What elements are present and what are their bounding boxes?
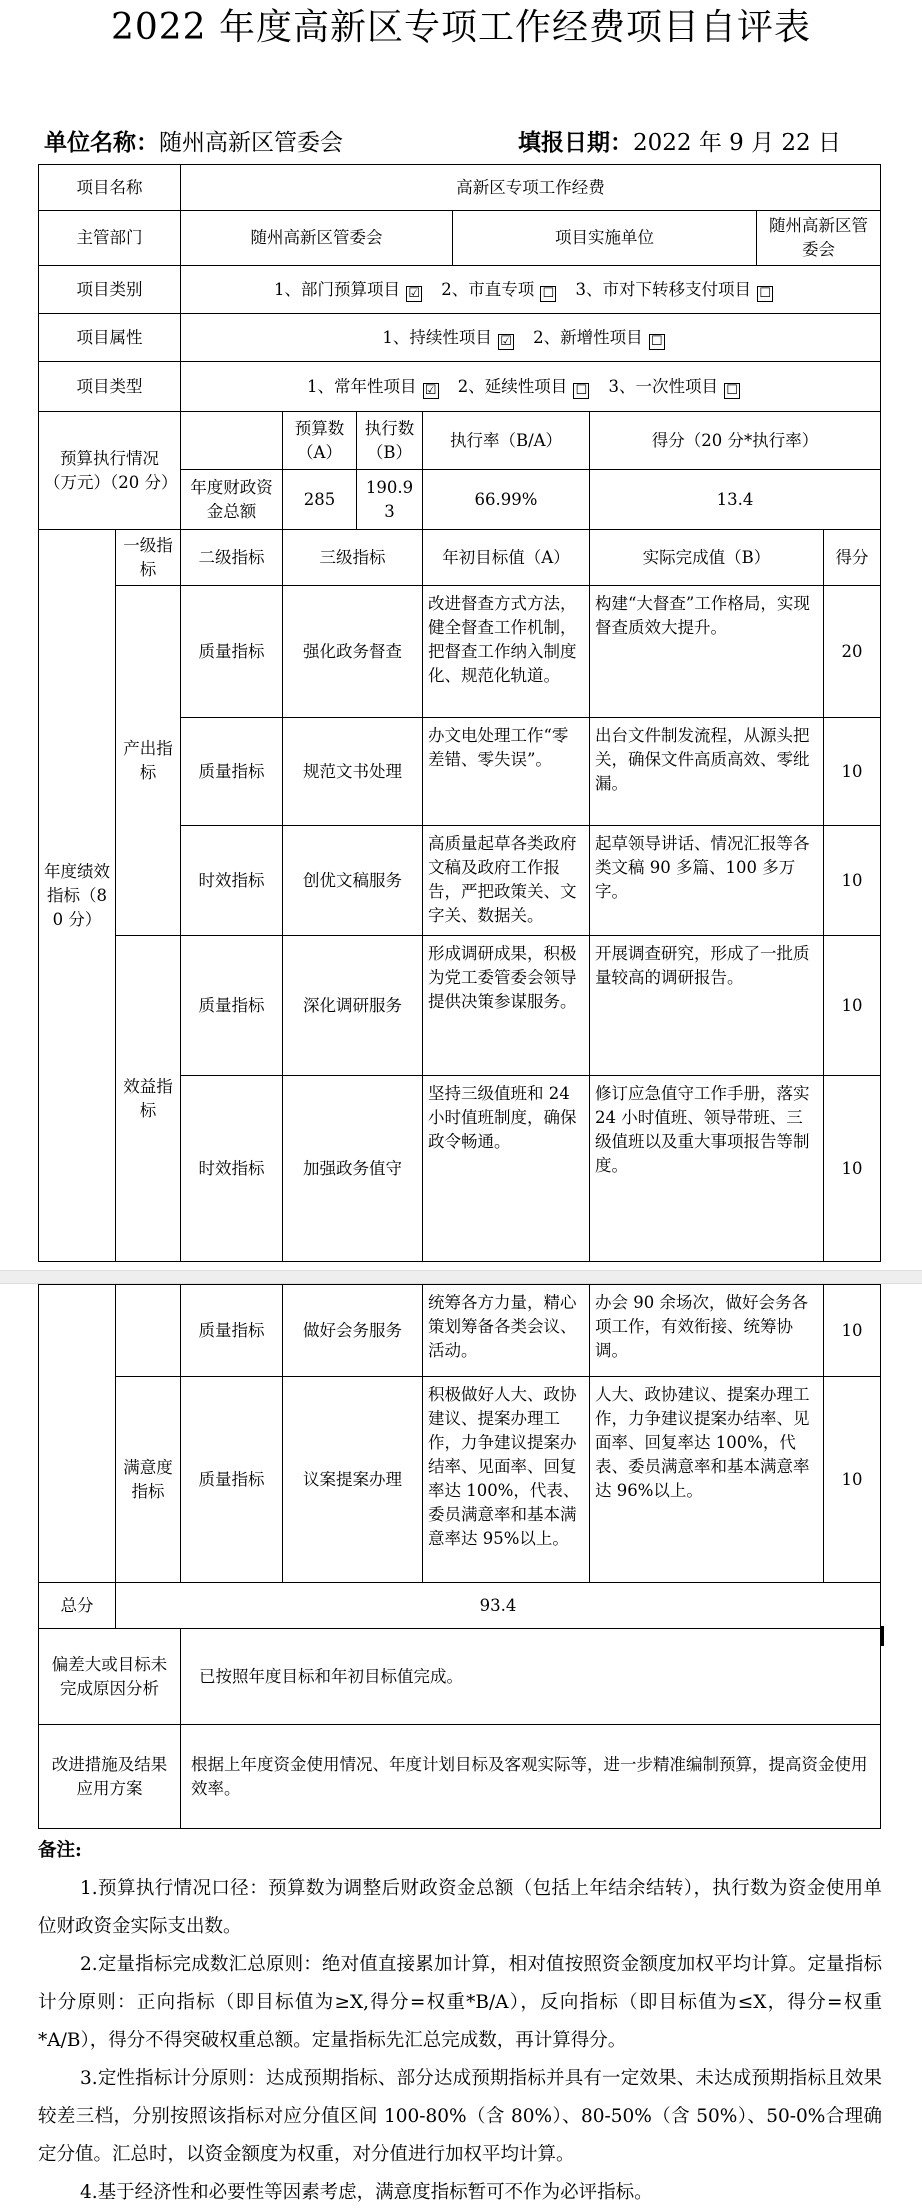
date-value: 2022 年 9 月 22 日 bbox=[633, 130, 841, 156]
row3-level3: 深化调研服务 bbox=[283, 936, 423, 1076]
row4-actual: 修订应急值守工作手册，落实 24 小时值班、领导带班、三级值班以及重大事项报告等制度。 bbox=[590, 1076, 824, 1262]
category-opt2: 2、市直专项 bbox=[441, 279, 535, 299]
ptype-opt2: 2、延续性项目 bbox=[457, 376, 568, 396]
notes-section bbox=[38, 1832, 882, 2212]
perf-section-label: 年度绩效指标（80 分） bbox=[39, 530, 116, 1262]
checkbox-icon[interactable]: ☐ bbox=[757, 286, 773, 302]
row2-score: 10 bbox=[824, 826, 881, 936]
row6-level3: 议案提案办理 bbox=[283, 1377, 423, 1583]
row3-target: 形成调研成果，积极为党工委管委会领导提供决策参谋服务。 bbox=[423, 936, 590, 1076]
attribute-options bbox=[181, 314, 881, 362]
row0-level3: 强化政务督查 bbox=[283, 586, 423, 718]
budget-col-rate: 执行率（B/A） bbox=[423, 412, 590, 470]
text-cursor bbox=[881, 1626, 884, 1646]
row2-level3: 创优文稿服务 bbox=[283, 826, 423, 936]
perf-h-level3: 三级指标 bbox=[283, 530, 423, 586]
perf-h-score: 得分 bbox=[824, 530, 881, 586]
ptype-opt3: 3、一次性项目 bbox=[608, 376, 719, 396]
row1-score: 10 bbox=[824, 718, 881, 826]
improve-value: 根据上年度资金使用情况、年度计划目标及客观实际等，进一步精准编制预算，提高资金使用效率。 bbox=[181, 1725, 881, 1829]
perf-section-cont bbox=[39, 1285, 116, 1583]
row3-score: 10 bbox=[824, 936, 881, 1076]
page-title: 2022 年度高新区专项工作经费项目自评表 bbox=[110, 7, 812, 48]
checkbox-icon[interactable]: ☐ bbox=[540, 286, 556, 302]
budget-empty-header bbox=[181, 412, 283, 470]
dept-label: 主管部门 bbox=[39, 211, 181, 266]
evaluation-table-part1 bbox=[38, 164, 881, 1262]
row5-target: 统筹各方力量，精心策划筹备各类会议、活动。 bbox=[423, 1285, 590, 1377]
budget-section-label: 预算执行情况（万元）（20 分） bbox=[39, 412, 181, 530]
row4-level2: 时效指标 bbox=[181, 1076, 283, 1262]
checkbox-icon[interactable]: ☐ bbox=[649, 334, 665, 350]
budget-score-value: 13.4 bbox=[590, 470, 881, 530]
deviation-value: 已按照年度目标和年初目标值完成。 bbox=[181, 1629, 881, 1725]
unit-info bbox=[44, 128, 343, 158]
rate-value: 66.99% bbox=[423, 470, 590, 530]
group-benefit-cont bbox=[116, 1285, 181, 1377]
budget-col-a: 预算数（A） bbox=[283, 412, 357, 470]
impl-unit-label: 项目实施单位 bbox=[453, 211, 757, 266]
ptype-options bbox=[181, 362, 881, 412]
total-label: 总分 bbox=[39, 1583, 116, 1629]
page-break-divider bbox=[0, 1270, 922, 1284]
budget-col-b: 执行数（B） bbox=[357, 412, 423, 470]
project-name-label: 项目名称 bbox=[39, 165, 181, 211]
row5-level3: 做好会务服务 bbox=[283, 1285, 423, 1377]
perf-h-actual: 实际完成值（B） bbox=[590, 530, 824, 586]
group-satisfaction: 满意度指标 bbox=[116, 1377, 181, 1583]
row0-target: 改进督查方式方法，健全督查工作机制，把督查工作纳入制度化、规范化轨道。 bbox=[423, 586, 590, 718]
ptype-label: 项目类型 bbox=[39, 362, 181, 412]
note-item: 1.预算执行情况口径：预算数为调整后财政资金总额（包括上年结余结转），执行数为资金使用单位财政资金实际支出数。 bbox=[38, 1878, 882, 1937]
row6-target: 积极做好人大、政协建议、提案办理工作，力争建议提案办结率、见面率、回复率达 100%，代表、委员满意率和基本满意率达 95%以上。 bbox=[423, 1377, 590, 1583]
perf-h-target: 年初目标值（A） bbox=[423, 530, 590, 586]
row3-level2: 质量指标 bbox=[181, 936, 283, 1076]
ptype-opt1: 1、常年性项目 bbox=[307, 376, 417, 396]
project-name-value: 高新区专项工作经费 bbox=[181, 165, 881, 211]
row1-level3: 规范文书处理 bbox=[283, 718, 423, 826]
row1-level2: 质量指标 bbox=[181, 718, 283, 826]
deviation-label: 偏差大或目标未完成原因分析 bbox=[39, 1629, 181, 1725]
row6-level2: 质量指标 bbox=[181, 1377, 283, 1583]
row5-score: 10 bbox=[824, 1285, 881, 1377]
category-opt1: 1、部门预算项目 bbox=[274, 279, 401, 299]
checkbox-checked-icon[interactable]: ☑ bbox=[406, 286, 422, 302]
row0-level2: 质量指标 bbox=[181, 586, 283, 718]
category-label: 项目类别 bbox=[39, 266, 181, 314]
row0-score: 20 bbox=[824, 586, 881, 718]
perf-h-level1: 一级指标 bbox=[116, 530, 181, 586]
note-item: 4.基于经济性和必要性等因素考虑，满意度指标暂可不作为必评指标。 bbox=[80, 2182, 653, 2203]
row4-target: 坚持三级值班和 24 小时值班制度，确保政令畅通。 bbox=[423, 1076, 590, 1262]
row2-level2: 时效指标 bbox=[181, 826, 283, 936]
row2-target: 高质量起草各类政府文稿及政府工作报告，严把政策关、文字关、数据关。 bbox=[423, 826, 590, 936]
date-info bbox=[518, 128, 841, 158]
row2-actual: 起草领导讲话、情况汇报等各类文稿 90 多篇、100 多万字。 bbox=[590, 826, 824, 936]
unit-label: 单位名称： bbox=[44, 129, 159, 156]
attribute-opt2: 2、新增性项目 bbox=[533, 327, 643, 347]
improve-label: 改进措施及结果应用方案 bbox=[39, 1725, 181, 1829]
row3-actual: 开展调查研究，形成了一批质量较高的调研报告。 bbox=[590, 936, 824, 1076]
row1-target: 办文电处理工作“零差错、零失误”。 bbox=[423, 718, 590, 826]
row4-level3: 加强政务值守 bbox=[283, 1076, 423, 1262]
evaluation-table-part2 bbox=[38, 1284, 881, 1829]
category-options bbox=[181, 266, 881, 314]
dept-value: 随州高新区管委会 bbox=[181, 211, 453, 266]
impl-unit-value: 随州高新区管委会 bbox=[757, 211, 881, 266]
note-item: 2.定量指标完成数汇总原则：绝对值直接累加计算，相对值按照资金额度加权平均计算。定量指标计分原则：正向指标（即目标值为≥X,得分=权重*B/A），反向指标（即目标值为≤X，得分=权重*A/B），得分不得突破权重总额。定量指标先汇总完成数，再计算得分。 bbox=[38, 1954, 882, 2051]
row6-score: 10 bbox=[824, 1377, 881, 1583]
attribute-opt1: 1、持续性项目 bbox=[382, 327, 492, 347]
category-opt3: 3、市对下转移支付项目 bbox=[575, 279, 752, 299]
row5-actual: 办会 90 余场次，做好会务各项工作，有效衔接、统筹协调。 bbox=[590, 1285, 824, 1377]
budget-row-label: 年度财政资金总额 bbox=[181, 470, 283, 530]
checkbox-checked-icon[interactable]: ☑ bbox=[498, 334, 514, 350]
budget-value: 285 bbox=[283, 470, 357, 530]
group-output: 产出指标 bbox=[116, 586, 181, 936]
total-value: 93.4 bbox=[116, 1583, 881, 1629]
checkbox-icon[interactable]: ☐ bbox=[573, 383, 589, 399]
date-label: 填报日期： bbox=[518, 129, 633, 156]
row4-score: 10 bbox=[824, 1076, 881, 1262]
perf-h-level2: 二级指标 bbox=[181, 530, 283, 586]
checkbox-checked-icon[interactable]: ☑ bbox=[423, 383, 439, 399]
checkbox-icon[interactable]: ☐ bbox=[724, 383, 740, 399]
budget-col-score: 得分（20 分*执行率） bbox=[590, 412, 881, 470]
row5-level2: 质量指标 bbox=[181, 1285, 283, 1377]
unit-value: 随州高新区管委会 bbox=[159, 130, 343, 156]
notes-heading: 备注: bbox=[38, 1840, 82, 1861]
row1-actual: 出台文件制发流程，从源头把关，确保文件高质高效、零纰漏。 bbox=[590, 718, 824, 826]
row6-actual: 人大、政协建议、提案办理工作，力争建议提案办结率、见面率、回复率达 100%，代表、委员满意率和基本满意率达 96%以上。 bbox=[590, 1377, 824, 1583]
exec-value: 190.93 bbox=[357, 470, 423, 530]
attribute-label: 项目属性 bbox=[39, 314, 181, 362]
row0-actual: 构建“大督查”工作格局，实现督查质效大提升。 bbox=[590, 586, 824, 718]
group-benefit: 效益指标 bbox=[116, 936, 181, 1262]
note-item: 3.定性指标计分原则：达成预期指标、部分达成预期指标并具有一定效果、未达成预期指标且效果较差三档，分别按照该指标对应分值区间 100-80%（含 80%）、80-50%（含 50%）、50-0%合理确定分值。汇总时，以资金额度为权重，对分值进行加权平均计算。 bbox=[38, 2068, 882, 2165]
